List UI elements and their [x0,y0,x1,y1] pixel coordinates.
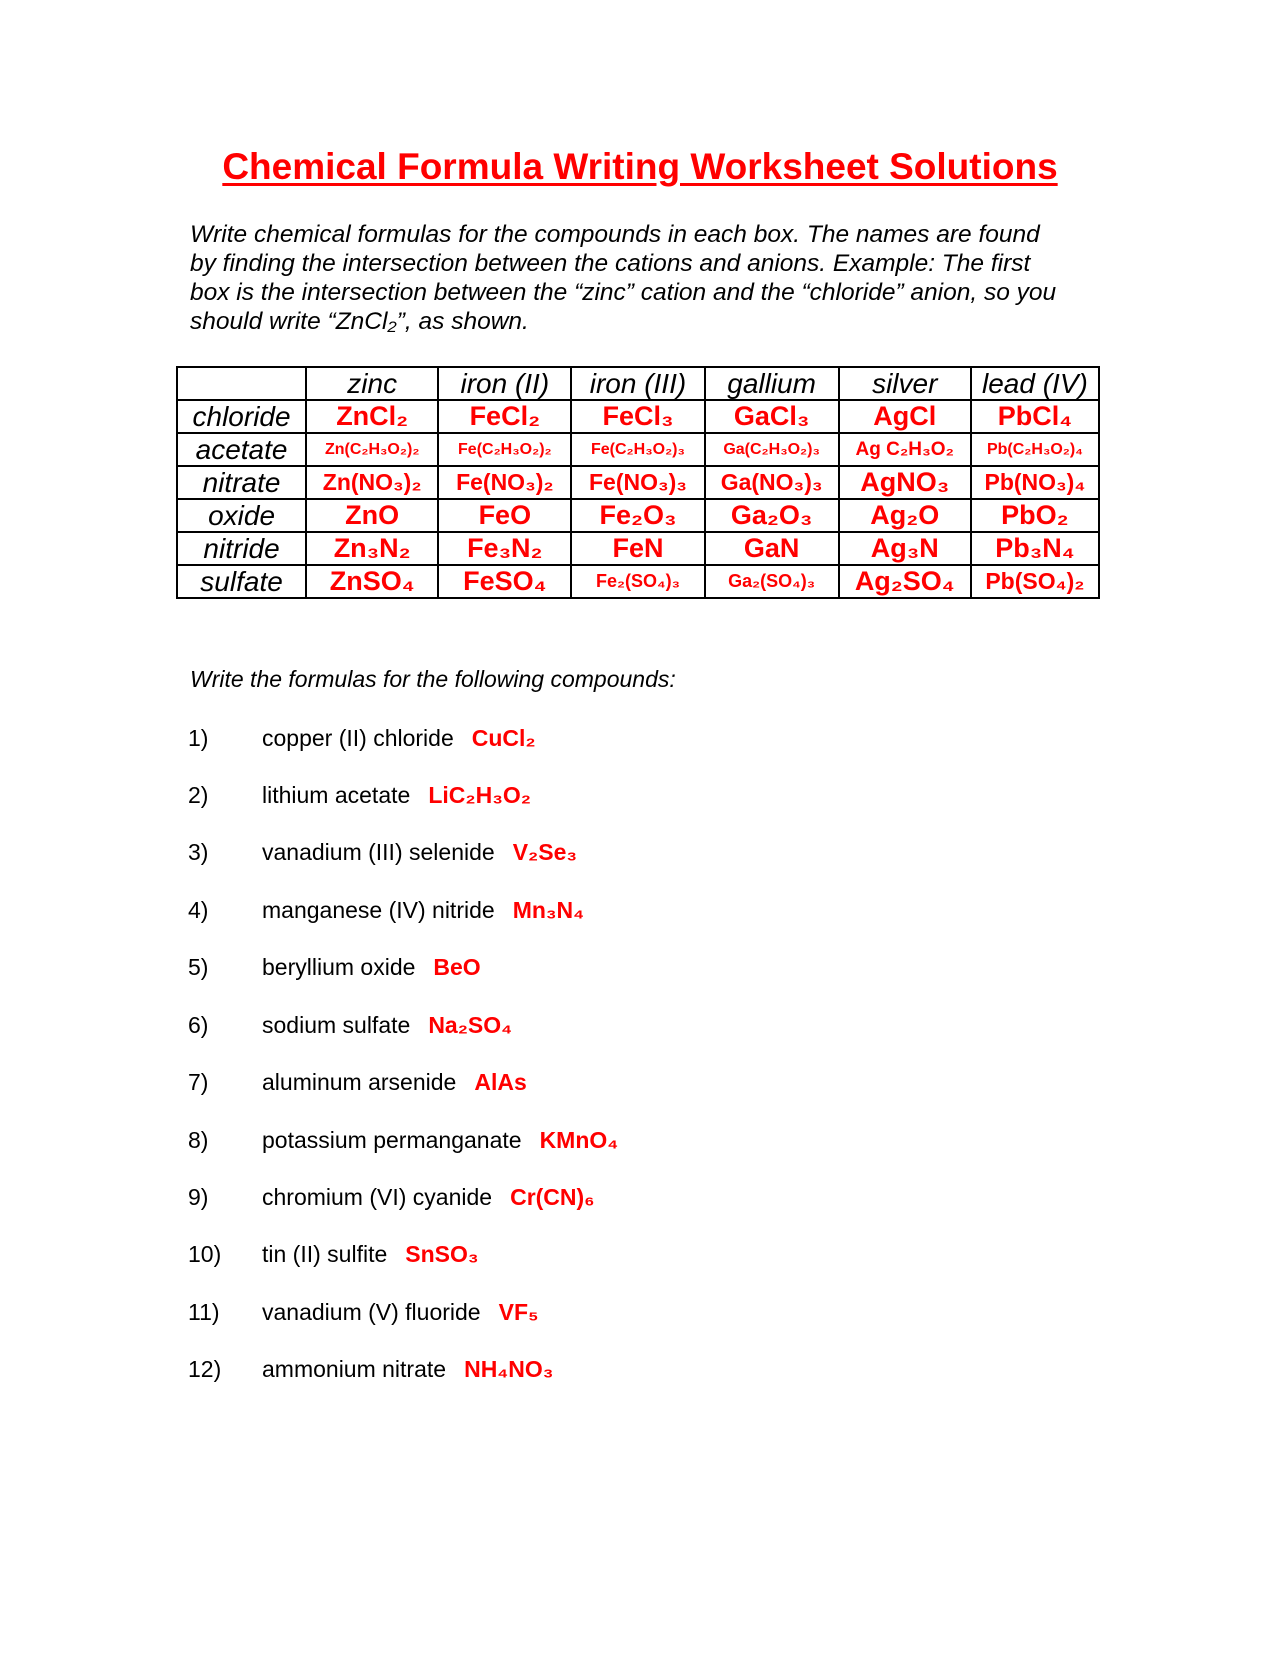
question-number: 8) [188,1127,209,1153]
formula-cell: Ga₂O₃ [705,499,839,532]
answer-formula: CuCl₂ [471,725,536,751]
formula-cell: Pb(SO₄)₂ [971,565,1099,598]
formula-cell: Fe(NO₃)₃ [571,466,704,499]
anion-label: oxide [177,499,306,532]
question-item [188,1241,479,1268]
table-row [177,400,1099,433]
anion-label: acetate [177,433,306,466]
question-number: 11) [188,1299,220,1325]
formula-cell: Fe(C₂H₃O₂)₃ [571,433,704,466]
answer-formula: AlAs [474,1069,527,1095]
formula-cell: Ag C₂H₃O₂ [839,433,971,466]
question-number: 5) [188,954,209,980]
question-item [188,954,481,981]
intro-paragraph [190,220,1090,336]
formula-cell: Fe₂O₃ [571,499,704,532]
question-item [188,1069,527,1096]
compound-name: tin (II) sulfite [262,1241,388,1267]
compound-name: vanadium (V) fluoride [262,1299,481,1325]
intro-line: box is the intersection between the “zinc” cation and the “chloride” anion, so you [190,279,1057,306]
formula-cell: Ga(C₂H₃O₂)₃ [705,433,839,466]
question-number: 1) [188,725,209,751]
answer-formula: BeO [433,954,481,980]
anion-label: chloride [177,400,306,433]
formula-cell: FeCl₂ [438,400,571,433]
formula-cell: AgCl [839,400,971,433]
question-item [188,839,577,866]
table-row [177,466,1099,499]
formula-cell: Ga₂(SO₄)₃ [705,565,839,598]
question-number: 7) [188,1069,209,1095]
formula-cell: FeCl₃ [571,400,704,433]
corner-cell [177,367,306,400]
cation-header: zinc [306,367,438,400]
formula-cell: Ga(NO₃)₃ [705,466,839,499]
table-row [177,433,1099,466]
compound-name: sodium sulfate [262,1012,411,1038]
question-number: 12) [188,1356,222,1382]
intro-line: by finding the intersection between the cations and anions. Example: The first [190,250,1031,277]
table-row [177,565,1099,598]
compound-name: chromium (VI) cyanide [262,1184,493,1210]
answer-formula: Mn₃N₄ [512,897,585,923]
answer-formula: KMnO₄ [539,1127,619,1153]
formula-cell: Pb(C₂H₃O₂)₄ [971,433,1099,466]
intro-line: should write “ZnCl₂”, as shown. [190,308,529,335]
formula-cell: Fe₂(SO₄)₃ [571,565,704,598]
compound-name: beryllium oxide [262,954,416,980]
question-number: 4) [188,897,209,923]
cation-header: iron (II) [438,367,571,400]
formula-cell: AgNO₃ [839,466,971,499]
formula-cell: Fe(C₂H₃O₂)₂ [438,433,571,466]
formula-cell: Zn(C₂H₃O₂)₂ [306,433,438,466]
answer-formula: NH₄NO₃ [464,1356,554,1382]
formula-cell: GaCl₃ [705,400,839,433]
question-number: 9) [188,1184,209,1210]
formula-cell: FeSO₄ [438,565,571,598]
compound-name: vanadium (III) selenide [262,839,495,865]
question-number: 6) [188,1012,209,1038]
formula-cell: Pb₃N₄ [971,532,1099,565]
intro-line: Write chemical formulas for the compounds in each box. The names are found [190,221,1040,248]
answer-formula: VF₅ [498,1299,539,1325]
formula-cell: Ag₂SO₄ [839,565,971,598]
question-item [188,1356,553,1383]
anion-label: nitrate [177,466,306,499]
formula-cell: Pb(NO₃)₄ [971,466,1099,499]
question-item [188,725,536,752]
question-item [188,782,531,809]
question-item [188,1184,595,1211]
table-row [177,532,1099,565]
question-number: 10) [188,1241,222,1267]
formula-cell: PbO₂ [971,499,1099,532]
compound-name: aluminum arsenide [262,1069,457,1095]
question-number: 2) [188,782,209,808]
answer-formula: LiC₂H₃O₂ [428,782,531,808]
formula-cell: GaN [705,532,839,565]
compound-name: potassium permanganate [262,1127,522,1153]
formula-cell: FeO [438,499,571,532]
formula-table [176,366,1100,599]
compound-name: ammonium nitrate [262,1356,447,1382]
formula-cell: ZnCl₂ [306,400,438,433]
compound-name: copper (II) chloride [262,725,454,751]
anion-label: nitride [177,532,306,565]
cation-header: iron (III) [571,367,704,400]
question-item [188,897,584,924]
formula-cell: Ag₂O [839,499,971,532]
compound-name: manganese (IV) nitride [262,897,495,923]
formula-cell: Zn₃N₂ [306,532,438,565]
page-title: Chemical Formula Writing Worksheet Solutions [222,146,1058,187]
answer-formula: V₂Se₃ [512,839,578,865]
formula-cell: ZnSO₄ [306,565,438,598]
answer-formula: Cr(CN)₆ [510,1184,595,1210]
formula-cell: FeN [571,532,704,565]
question-number: 3) [188,839,209,865]
cation-header: lead (IV) [971,367,1099,400]
cation-header-row [177,367,1099,400]
question-item [188,1299,539,1326]
compound-name: lithium acetate [262,782,411,808]
anion-label: sulfate [177,565,306,598]
answer-formula: SnSO₃ [405,1241,479,1267]
question-item [188,1127,618,1154]
instructions: Write the formulas for the following compounds: [190,666,676,692]
formula-cell: PbCl₄ [971,400,1099,433]
formula-cell: Ag₃N [839,532,971,565]
cation-header: silver [839,367,971,400]
formula-cell: ZnO [306,499,438,532]
cation-header: gallium [705,367,839,400]
formula-cell: Fe(NO₃)₂ [438,466,571,499]
answer-formula: Na₂SO₄ [428,1012,513,1038]
formula-cell: Zn(NO₃)₂ [306,466,438,499]
formula-cell: Fe₃N₂ [438,532,571,565]
table-row [177,499,1099,532]
question-item [188,1012,512,1039]
